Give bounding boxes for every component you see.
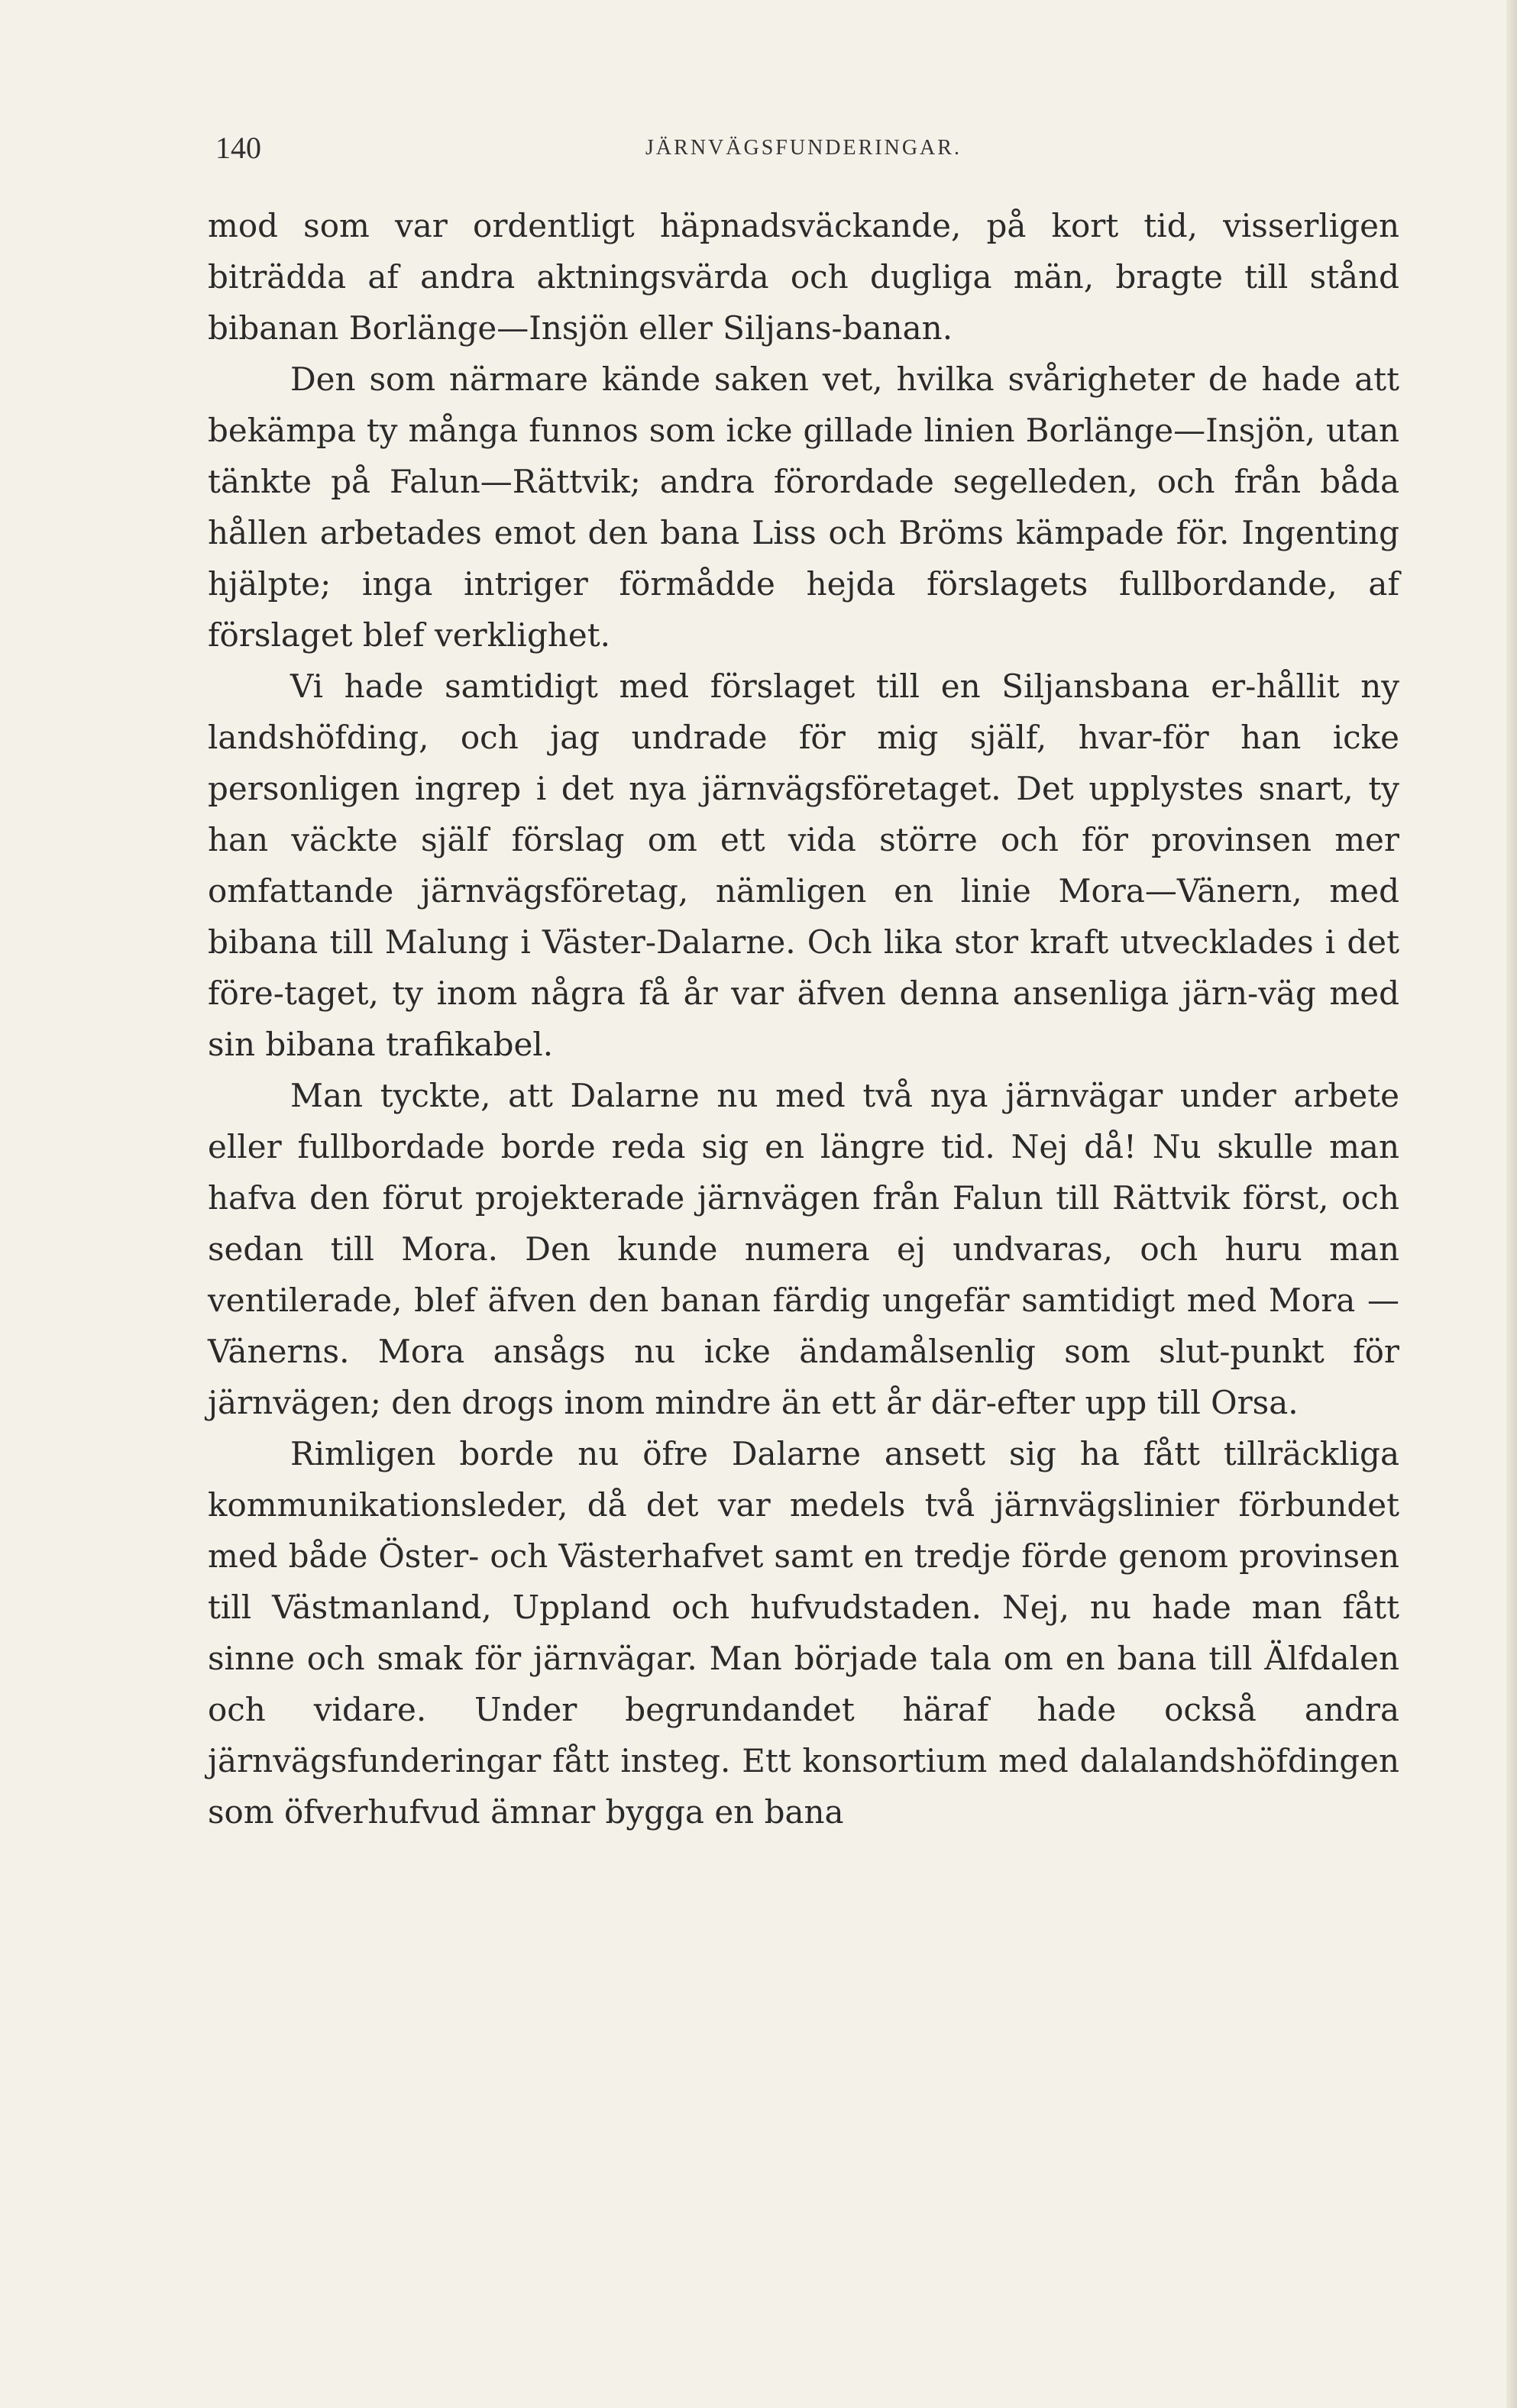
paragraph-4: Man tyckte, att Dalarne nu med två nya järnvägar under arbete eller fullbordade borde reda sig en längre tid. Nej då! Nu skulle man hafva den förut projekterade järnvägen från Falun till Rättvik först, och sedan till Mora. Den kunde numera ej undvaras, och huru man ventilerade, blef äfven den banan färdig ungefär samtidigt med Mora —Vänerns. Mora ansågs nu icke ändamålsenlig som slut-punkt för järnvägen; den drogs inom mindre än ett år där-efter upp till Orsa. — [208, 1077, 1399, 1421]
page-edge — [1506, 0, 1517, 2408]
paragraph-5: Rimligen borde nu öfre Dalarne ansett sig ha fått tillräckliga kommunikationsleder, då det var medels två järnvägslinier förbundet med både Öster- och Västerhafvet samt en tredje förde genom provinsen till Västmanland, Uppland och hufvudstaden. Nej, nu hade man fått sinne och smak för järnvägar. Man började tala om en bana till Älfdalen och vidare. Under begrundandet häraf hade också andra järnvägsfunderingar fått insteg. Ett konsortium med dalalandshöfdingen som öfverhufvud ämnar bygga en bana — [208, 1435, 1399, 1831]
paragraph-1: mod som var ordentligt häpnadsväckande, på kort tid, visserligen biträdda af andra aktningsvärda och dugliga män, bragte till stånd bibanan Borlänge—Insjön eller Siljans-banan. — [208, 207, 1399, 347]
page-number: 140 — [215, 131, 261, 165]
body-text — [208, 200, 1399, 1838]
page-header — [208, 130, 1399, 176]
paragraph-2: Den som närmare kände saken vet, hvilka svårigheter de hade att bekämpa ty många funnos som icke gillade linien Borlänge—Insjön, utan tänkte på Falun—Rättvik; andra förordade segelleden, och från båda hållen arbetades emot den bana Liss och Bröms kämpade för. Ingenting hjälpte; inga intriger förmådde hejda förslagets fullbordande, af förslaget blef verklighet. — [208, 360, 1399, 654]
paragraph-3: Vi hade samtidigt med förslaget till en Siljansbana er-hållit ny landshöfding, och jag undrade för mig själf, hvar-för han icke personligen ingrep i det nya järnvägsföretaget. Det upplystes snart, ty han väckte själf förslag om ett vida större och för provinsen mer omfattande järnvägsföretag, nämligen en linie Mora—Vänern, med bibana till Malung i Väster-Dalarne. Och lika stor kraft utvecklades i det före-taget, ty inom några få år var äfven denna ansenliga järn-väg med sin bibana trafikabel. — [208, 667, 1399, 1063]
running-title: JÄRNVÄGSFUNDERINGAR. — [645, 136, 962, 160]
